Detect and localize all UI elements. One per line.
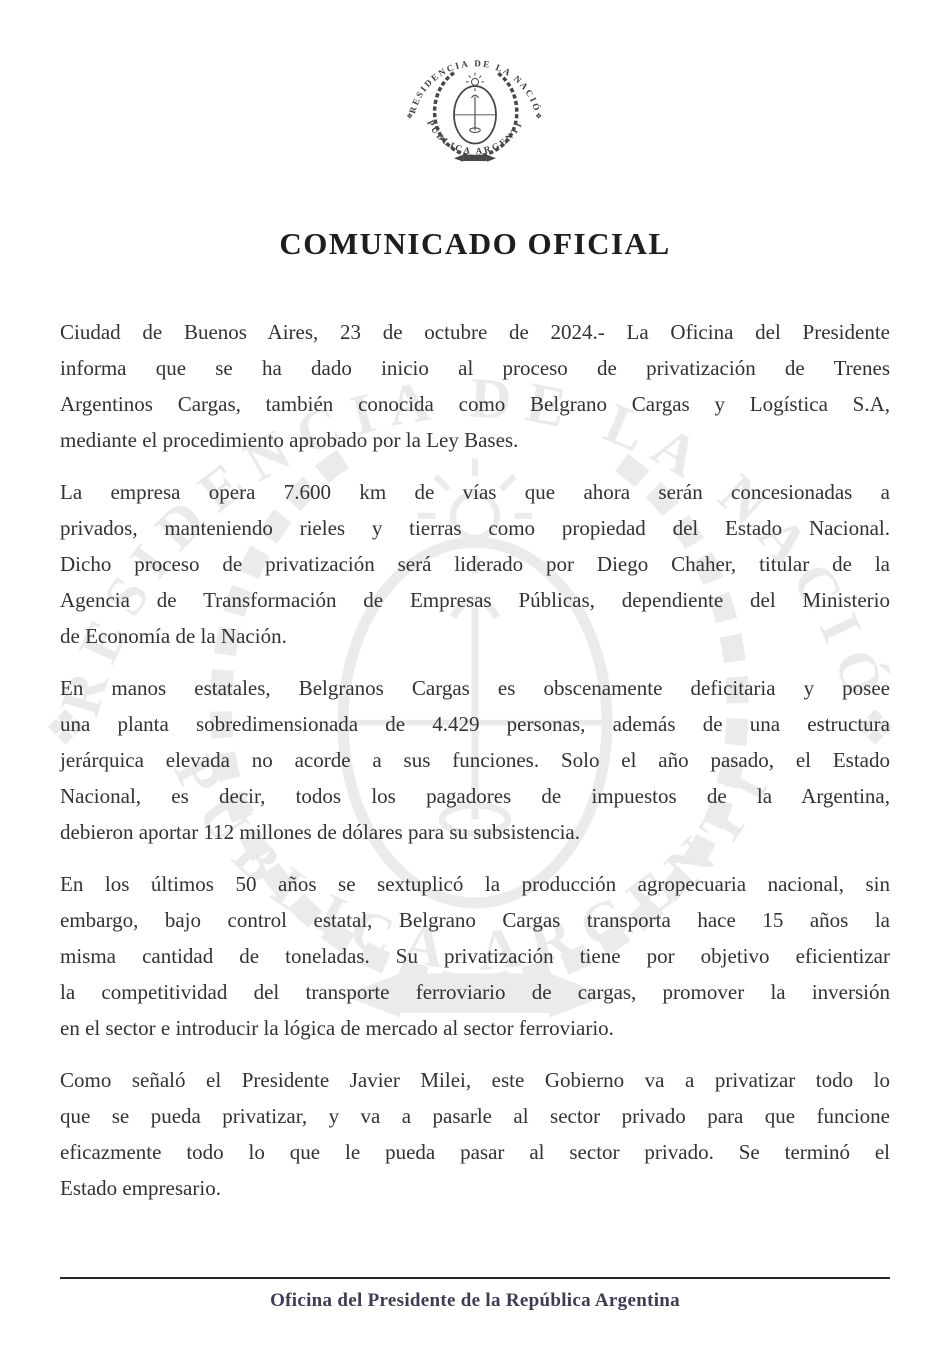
text-line: en el sector e introducir la lógica de mercado al sector ferroviario. (60, 1016, 614, 1040)
text-line: Ciudad de Buenos Aires, 23 de octubre de 2024.- La Oficina del Presidente (60, 320, 890, 344)
text-line: mediante el procedimiento aprobado por la Ley Bases. (60, 428, 519, 452)
text-line: Como señaló el Presidente Javier Milei, este Gobierno va a privatizar todo lo (60, 1068, 890, 1092)
text-line: Dicho proceso de privatización será liderado por Diego Chaher, titular de la (60, 552, 890, 576)
presidential-seal-icon (405, 42, 545, 182)
paragraph (60, 866, 890, 1046)
communique-text (60, 314, 890, 1206)
footer-divider (60, 1277, 890, 1279)
text-line: la competitividad del transporte ferroviario de cargas, promover la inversión (60, 980, 890, 1004)
text-line: informa que se ha dado inicio al proceso de privatización de Trenes (60, 356, 890, 380)
text-line: una planta sobredimensionada de 4.429 personas, además de una estructura (60, 712, 890, 736)
document-body (0, 42, 950, 1206)
footer-signature: Oficina del Presidente de la República Argentina (270, 1290, 680, 1311)
text-line: Estado empresario. (60, 1176, 221, 1200)
text-line: Nacional, es decir, todos los pagadores de impuestos de la Argentina, (60, 784, 890, 808)
paragraph (60, 474, 890, 654)
text-line: En los últimos 50 años se sextuplicó la producción agropecuaria nacional, sin (60, 872, 890, 896)
text-line: eficazmente todo lo que le pueda pasar al sector privado. Se terminó el (60, 1140, 890, 1164)
text-line: embargo, bajo control estatal, Belgrano Cargas transporta hace 15 años la (60, 908, 890, 932)
paragraph (60, 1062, 890, 1206)
text-line: En manos estatales, Belgranos Cargas es obscenamente deficitaria y posee (60, 676, 890, 700)
text-line: misma cantidad de toneladas. Su privatización tiene por objetivo eficientizar (60, 944, 890, 968)
page-title: COMUNICADO OFICIAL (279, 226, 671, 261)
text-line: de Economía de la Nación. (60, 624, 287, 648)
text-line: privados, manteniendo rieles y tierras como propiedad del Estado Nacional. (60, 516, 890, 540)
text-line: jerárquica elevada no acorde a sus funciones. Solo el año pasado, el Estado (60, 748, 890, 772)
text-line: Argentinos Cargas, también conocida como Belgrano Cargas y Logística S.A, (60, 392, 890, 416)
document-footer (60, 1277, 890, 1312)
text-line: La empresa opera 7.600 km de vías que ahora serán concesionadas a (60, 480, 890, 504)
paragraph (60, 314, 890, 458)
text-line: Agencia de Transformación de Empresas Públicas, dependiente del Ministerio (60, 588, 890, 612)
text-line: debieron aportar 112 millones de dólares para su subsistencia. (60, 820, 580, 844)
text-line: que se pueda privatizar, y va a pasarle al sector privado para que funcione (60, 1104, 890, 1128)
paragraph (60, 670, 890, 850)
